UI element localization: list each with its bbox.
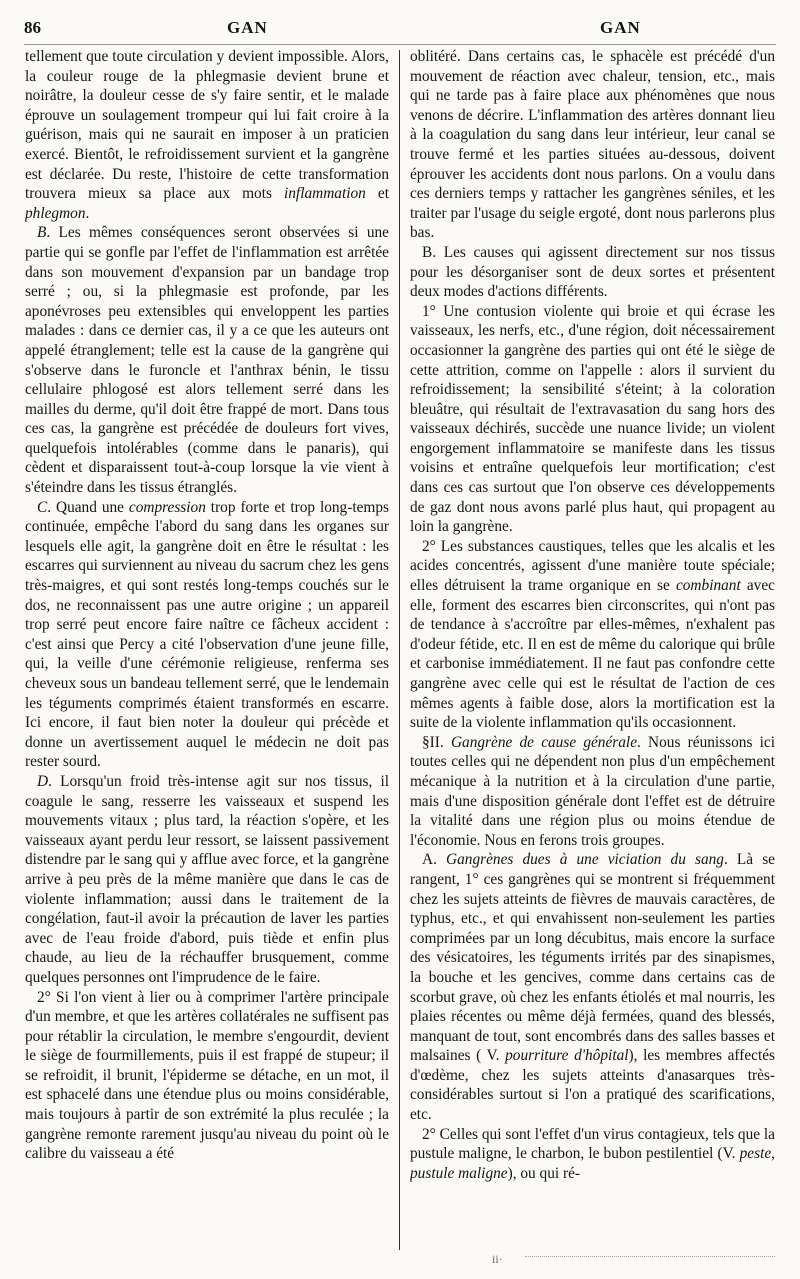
text-run: . Là se rangent, 1° ces gangrènes qui se montrent si fréquemment chez les sujets atteints de fièvres de mauvais caractères, de typhus, etc., et qui envahissent non-seulement les parties comprimées par un long décubitus, mais encore la surface des vésicatoires, les téguments irrités par des sinapismes, la bouche et les gencives, comme dans certains cas de scorbut grave, où chez les enfants étiolés et mal nourris, les plaies récentes ou même déjà fermées, quand des blessés, manquant de tout, sont encombrés dans des salles basses et malsaines ( V.	[410, 851, 775, 1065]
text-run: 2° Si l'on vient à lier ou à comprimer l'artère principale d'un membre, et que les artères collatérales ne suffisent pas pour rétablir la circulation, le membre s'engourdit, devient le siège de fourmillements, puis il est frappé de stupeur; il se refroidit, il brunit, l'épiderme se détache, en un mot, il est sphacelé dans une étendue plus ou moins considérable, mais toujours à partir de son extrémité la plus reculée ; la gangrène remonte rarement jusqu'au niveau du point où le calibre du vaisseau a été	[25, 988, 389, 1163]
text-run: B. Les causes qui agissent directement sur nos tissus pour les désorganiser sont de deux sortes et présentent deux modes d'actions différents.	[410, 243, 775, 301]
text-run: §II.	[422, 733, 451, 751]
text-run: tellement que toute circulation y devient impossible. Alors, la couleur rouge de la phlegmasie devient brune et noirâtre, la douleur cesse de s'y faire sentir, et le malade éprouve un soulagement trompeur qui lui fait croire à la guérison, mais qui ne saurait en imposer à un praticien exercé. Bientôt, le refroidissement survient et la gangrène est déclarée. Du reste, l'histoire de cette transformation trouvera mieux sa place aux mots	[25, 48, 389, 203]
text-run: . Nous réunissons ici toutes celles qui ne dépendent non plus d'un empêchement mécanique à la nutrition et à la circulation d'une partie, mais d'une disposition générale dont l'effet est de détruire la vitalité dans une région plus ou moins étendue de l'économie. Nous en ferons trois groupes.	[410, 733, 775, 849]
italic-text: Gangrène de cause générale	[450, 733, 638, 751]
right-text-column	[410, 47, 775, 1245]
italic-text: C	[37, 498, 48, 516]
paragraph	[25, 772, 389, 988]
paragraph	[410, 243, 775, 302]
paragraph	[25, 988, 389, 1164]
column-divider	[399, 50, 400, 1250]
text-run: trop forte et trop long-temps continuée, empêche l'abord du sang dans les organes sur lesquels elle agit, la gangrène doit en être le résultat : les escarres qui surviennent au niveau du sacrum chez les gens très-maigres, et qui sont restés long-temps couchés sur le dos, ne reconnaissent pas une autre origine ; un appareil trop serré peut encore faire naître ce fâcheux accident : c'est ainsi que Percy a cité l'observation d'une jeune fille, qui, la veille d'une cérémonie religieuse, renferma ses cheveux sous un bandeau tellement serré, que le lendemain les téguments comprimés étaient transformés en escarre. Ici encore, il faut bien noter la douleur qui précède et donne un avertissement auquel le médecin ne doit pas rester sourd.	[25, 498, 389, 771]
italic-text: phlegmon	[25, 204, 86, 222]
text-run: et	[365, 185, 389, 203]
signature-mark: ii·	[492, 1252, 503, 1266]
text-run: ,	[771, 1145, 775, 1163]
page-number: 86	[24, 18, 41, 37]
italic-text: D	[37, 772, 49, 790]
continued-paragraph	[25, 47, 389, 223]
italic-text: peste	[739, 1145, 772, 1163]
text-run: 2° Les substances caustiques, telles que les alcalis et les acides concentrés, agissent d'une manière toute spéciale; elles détruisent la trame organique en se	[410, 537, 775, 595]
text-run: 1° Une contusion violente qui broie et qui écrase les vaisseaux, les nerfs, etc., d'une région, doit nécessairement occasionner la gangrène des parties qui ont été le siège de cette attrition, comme on l'appelle : alors il survient du refroidissement; la sensibilité s'éteint; à la coloration bleuâtre, qui résultait de l'extravasation du sang hors des vaisseaux déchirés, succède une nuance livide; un violent engorgement inflammatoire se manifeste dans les tissus voisins et entraîne quelquefois leur mortification; c'est dans ces cas surtout que l'on observe ces développements de gaz dont nous avons parlé plus haut, qui propagent au loin la gangrène.	[410, 302, 775, 536]
continued-paragraph	[410, 47, 775, 243]
left-text-column	[25, 47, 389, 1245]
italic-text: inflammation	[284, 185, 366, 203]
header-rule	[24, 44, 776, 45]
italic-text: pustule maligne	[410, 1164, 508, 1182]
paragraph	[410, 302, 775, 537]
paragraph	[410, 1125, 775, 1184]
paragraph	[410, 850, 775, 1124]
paragraph	[410, 537, 775, 733]
text-run: A.	[422, 851, 447, 869]
running-head-left: GAN	[227, 18, 268, 37]
paragraph	[25, 223, 389, 497]
italic-text: compression	[128, 498, 206, 516]
text-run: . Quand une	[47, 498, 129, 516]
page-header	[24, 14, 776, 44]
text-run: 2° Celles qui sont l'effet d'un virus contagieux, tels que la pustule maligne, le charbon, le bubon pestilentiel (V.	[410, 1125, 775, 1163]
footer-dots	[525, 1256, 775, 1259]
running-head-right: GAN	[600, 18, 641, 37]
italic-text: Gangrènes dues à une viciation du sang	[446, 851, 724, 869]
italic-text: B	[37, 224, 47, 242]
text-run: .	[85, 204, 90, 222]
text-run: avec elle, forment des escarres bien circonscrites, qui n'ont pas de tendance à s'accroître par elles-mêmes, n'exhalent pas d'odeur fétide, etc. Il en est de même du calorique qui brûle et carbonise immédiatement. Il ne faut pas confondre cette gangrène avec celle qui est le résultat de l'action de ces mêmes agents à faible dose, alors la mortification est la suite de la violente inflammation qu'ils occasionnent.	[410, 577, 775, 732]
text-run: . Lorsqu'un froid très-intense agit sur nos tissus, il coagule le sang, resserre les vaisseaux et suspend les mouvements vitaux ; plus tard, la réaction s'opère, et les vaisseaux ayant perdu leur ressort, se laissent passivement distendre par le sang qui y afflue avec force, et la gangrène arrive à peu près de la même manière que dans le cas de violente inflammation; aussi dans le traitement de la congélation, faut-il avoir la précaution de laver les parties avec de l'eau froide d'abord, puis tiède et enfin plus chaude, au lieu de la réchauffer brusquement, comme quelques personnes ont l'imprudence de le faire.	[25, 772, 389, 986]
paragraph	[25, 498, 389, 772]
text-run: ), ou qui ré-	[507, 1164, 581, 1182]
text-run: ), les membres affectés d'œdème, chez les sujets atteints d'anasarques très-considérables surtout si l'on a pratiqué des scarifications, etc.	[410, 1047, 775, 1124]
italic-text: combinant	[675, 577, 741, 595]
italic-text: pourriture d'hôpital	[505, 1047, 629, 1065]
text-run: . Les mêmes conséquences seront observées si une partie qui se gonfle par l'effet de l'inflammation est arrêtée dans son mouvement d'expansion par un bandage trop serré ; ou, si la phlegmasie est profonde, par les aponévroses peu extensibles qui enveloppent les parties malades : dans ce dernier cas, il y a ce que les auteurs ont appelé étranglement; telle est la cause de la gangrène qui s'observe dans le furoncle et l'anthrax bénin, le tissu cellulaire phlogosé est alors tellement serré dans les mailles du derme, qu'il doit être frappé de mort. Dans tous ces cas, la gangrène est précédée de douleurs fort vives, quelquefois intolérables (comme dans le panaris), qui cèdent et disparaissent tout-à-coup lorsque la vie vient à s'éteindre dans les tissus étranglés.	[25, 224, 389, 497]
paragraph	[410, 733, 775, 851]
text-run: oblitéré. Dans certains cas, le sphacèle est précédé d'un mouvement de réaction avec chaleur, tension, etc., mais qui ne tarde pas à faire place aux phénomènes que nous venons de décrire. L'inflammation des artères donnant lieu à la coagulation du sang dans leur intérieur, leur canal se trouve fermé et les parties situées au-dessous, doivent éprouver les accidents dont nous parlons. On a voulu dans ces derniers temps y rattacher les gangrènes séniles, et les traiter par l'usage du seigle ergoté, dont nous parlerons plus bas.	[410, 48, 775, 242]
